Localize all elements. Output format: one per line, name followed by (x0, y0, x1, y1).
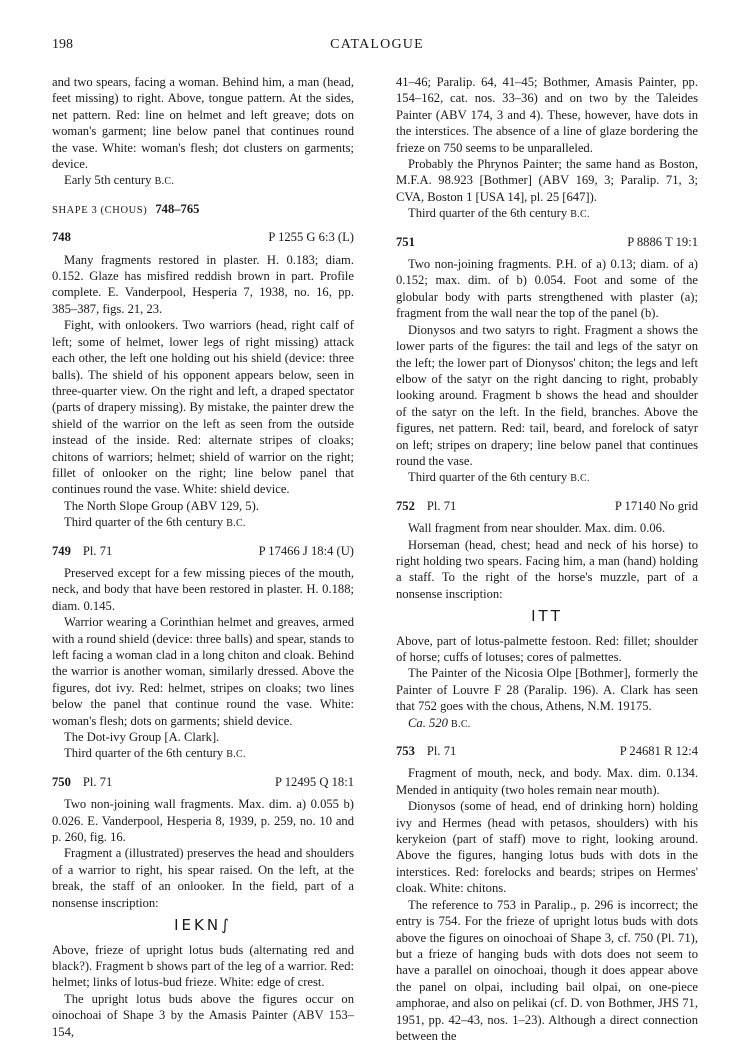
entry-number: 752 (396, 498, 415, 513)
entry-749-scene: Warrior wearing a Corinthian helmet and greaves, armed with a round shield (device: three balls) and spear, stands to left facing a woman clad in a long chiton and cloak. Behind the warrior is another woman, similarly dressed. Above the figures, dot ivy. Red: helmet, stripes on cloaks; two lines below the panel that continue round the vase. White: woman's flesh; dots on garments; shield device. (52, 615, 354, 728)
entry-749-attribution: The Dot-ivy Group [A. Clark]. (64, 730, 220, 745)
entry-749-date: Third quarter of the 6th century B.C. (64, 746, 246, 761)
inventory: P 12495 Q 18:1 (275, 774, 354, 789)
inventory: P 17466 J 18:4 (U) (258, 543, 354, 558)
entry-748-attribution: The North Slope Group (ABV 129, 5). (64, 498, 259, 513)
entry-750-heading (52, 774, 354, 790)
shape-range: 748–765 (155, 201, 200, 216)
intro-date: Early 5th century B.C. (64, 173, 175, 188)
attribution-paragraph: Probably the Phrynos Painter; the same hand as Boston, M.F.A. 98.923 [Bothmer] (ABV 169, 3; Paralip. 71, 3; CVA, Boston 1 [USA 14], pl. 25 [647]). (396, 157, 698, 204)
inventory: P 1255 G 6:3 (L) (268, 230, 354, 245)
entry-750-comment: The upright lotus buds above the figures occur on oinochoai of Shape 3 by the Amasis Painter (ABV 153–154, (52, 991, 354, 1039)
plate-ref: Pl. 71 (426, 744, 457, 759)
entry-753-heading (396, 743, 698, 759)
entry-752-description: Wall fragment from near shoulder. Max. dim. 0.06. (408, 521, 666, 536)
nonsense-inscription: ΙΤΤ (531, 607, 563, 626)
plate-ref: Pl. 71 (82, 774, 113, 789)
entry-748-heading (52, 229, 354, 245)
entry-752-attribution: The Painter of the Nicosia Olpe [Bothmer], formerly the Painter of Louvre F 28 (Paralip. 196). A. Clark has seen that 752 goes with the chous, Athens, N.M. 19175. (396, 666, 698, 714)
entry-753-description: Fragment of mouth, neck, and body. Max. dim. 0.134. Mended in antiquity (two holes remain near mouth). (396, 766, 698, 797)
entry-number: 749 (52, 543, 71, 558)
entry-748-scene: Fight, with onlookers. Two warriors (head, right calf of left; some of helmet, lower legs of right missing) attack each other, the left one holding out his shield (device: three balls). The shield of his opponent appears below, seen in three-quarter view. On the right and left, a draped spectator (parts of drapery missing). By mistake, the painter drew the shield of the warrior on the left as seen from the outside instead of the inside. Red: alternate stripes of cloaks; chitons of warriors; helmet; shield of warrior on the right; fillet of onlooker on the right; line below panel that continues round the vase. White: shield device. (52, 318, 354, 497)
entry-number: 751 (396, 234, 415, 249)
entry-751-scene: Dionysos and two satyrs to right. Fragment a shows the lower parts of the figures: the tail and legs of the satyr on the left; the lower part of Dionysos' chiton; the legs and left elbow of the satyr on the right dancing to right, probably looking around. Fragment b shows the head and shoulder of the satyr on the left. In the field, branches. Above the figures, net pattern. Red: tail, beard, and forelock of satyr on left; stripes on drapery; line below panel that continues round the vase. (396, 322, 698, 468)
entry-number: 748 (52, 230, 71, 245)
running-head: CATALOGUE (330, 37, 424, 52)
entry-750-description: Two non-joining wall fragments. Max. dim. a) 0.055 b) 0.026. E. Vanderpool, Hesperia 8, 1939, p. 259, no. 10 and p. 260, fig. 16. (52, 797, 354, 845)
entry-752-heading (396, 498, 698, 514)
entry-750-scene: Fragment a (illustrated) preserves the head and shoulders of a warrior to right, his spear raised. On the left, at the break, the staff of an onlooker. In the field, part of a nonsense inscription: (52, 846, 354, 910)
shape-heading (52, 201, 354, 219)
plate-ref: Pl. 71 (426, 498, 457, 513)
intro-paragraph: and two spears, facing a woman. Behind him, a man (head, feet missing) to right. Above, tongue pattern. At the sides, net pattern. Red: line on helmet and left greave; dots on woman's garment; line below panel that continues round the vase. White: woman's flesh; dot clusters on garments; device. (52, 75, 354, 172)
entry-751-date: Third quarter of the 6th century B.C. (408, 470, 590, 485)
entry-751-heading (396, 234, 698, 250)
inventory: P 17140 No grid (614, 498, 698, 513)
entry-749-heading (52, 543, 354, 559)
entry-752-date: Ca. 520 B.C. (408, 715, 471, 730)
entry-753-scene: Dionysos (some of head, end of drinking horn) holding ivy and Hermes (head with petasos, shoulders) with his kerykeion (part of staff) move to right, looking around. Above the figures, hanging lotus buds with dots in the interstices. Red: forelocks and beards; stripes on Hermes' cloak. White: chitons. (396, 799, 698, 896)
page-header (52, 37, 702, 57)
entry-750-frieze: Above, frieze of upright lotus buds (alternating red and black?). Fragment b shows part of the leg of a warrior. Red: helmet; links of lotus-bud frieze. White: edge of crest. (52, 942, 354, 990)
shape-label: SHAPE 3 (CHOUS) (52, 204, 148, 216)
continued-paragraph: 41–46; Paralip. 64, 41–45; Bothmer, Amasis Painter, pp. 154–162, cat. nos. 33–36) and on two by the Taleides Painter (ABV 174, 3 and 4). These, however, have dots in the interstices. The absence of a line of glaze bordering the frieze on 750 seems to be unparalleled. (396, 75, 698, 155)
right-column (396, 74, 698, 1044)
left-column (52, 74, 354, 1040)
entry-748-description: Many fragments restored in plaster. H. 0.183; diam. 0.152. Glaze has misfired reddish brown in part. Profile complete. E. Vanderpool, Hesperia 7, 1938, no. 16, pp. 385–387, figs. 21, 23. (52, 252, 354, 316)
entry-749-description: Preserved except for a few missing pieces of the mouth, neck, and body that have been restored in plaster. H. 0.188; diam. 0.145. (52, 565, 354, 613)
entry-number: 750 (52, 774, 71, 789)
entry-752-scene: Horseman (head, chest; head and neck of his horse) to right holding two spears. Facing him, a man (hand) holding a staff. To the right of the horse's muzzle, part of a nonsense inscription: (396, 537, 698, 601)
entry-751-description: Two non-joining fragments. P.H. of a) 0.13; diam. of a) 0.152; max. dim. of b) 0.054. Foot and some of the globular body with parts strengthened with plaster (a); fragment from the wall near the top of the panel (b). (396, 257, 698, 321)
entry-748-date: Third quarter of the 6th century B.C. (64, 515, 246, 530)
inventory: P 8886 T 19:1 (627, 234, 698, 249)
entry-752-frieze: Above, part of lotus-palmette festoon. Red: fillet; shoulder of horse; cuffs of lotuses; cores of palmettes. (396, 633, 698, 664)
plate-ref: Pl. 71 (82, 543, 113, 558)
entry-753-comment: The reference to 753 in Paralip., p. 296 is incorrect; the entry is 754. For the frieze of upright lotus buds with dots above the figures on oinochoai of Shape 3, cf. 750 (Pl. 71), but a frieze of hanging buds with dots does not seem to have a parallel on oinochoai, though it does appear above the panel on olpai, including bail olpai, on one-piece amphorae, and also on pelikai (cf. D. von Bothmer, JHS 71, 1951, pp. 42–43, nos. 1–23). Although a direct connection between the (396, 897, 698, 1043)
date-paragraph: Third quarter of the 6th century B.C. (408, 206, 590, 221)
nonsense-inscription: ΙΕΚΝ∫ (174, 916, 232, 935)
inventory: P 24681 R 12:4 (619, 744, 698, 759)
entry-number: 753 (396, 744, 415, 759)
page-number: 198 (52, 37, 73, 52)
